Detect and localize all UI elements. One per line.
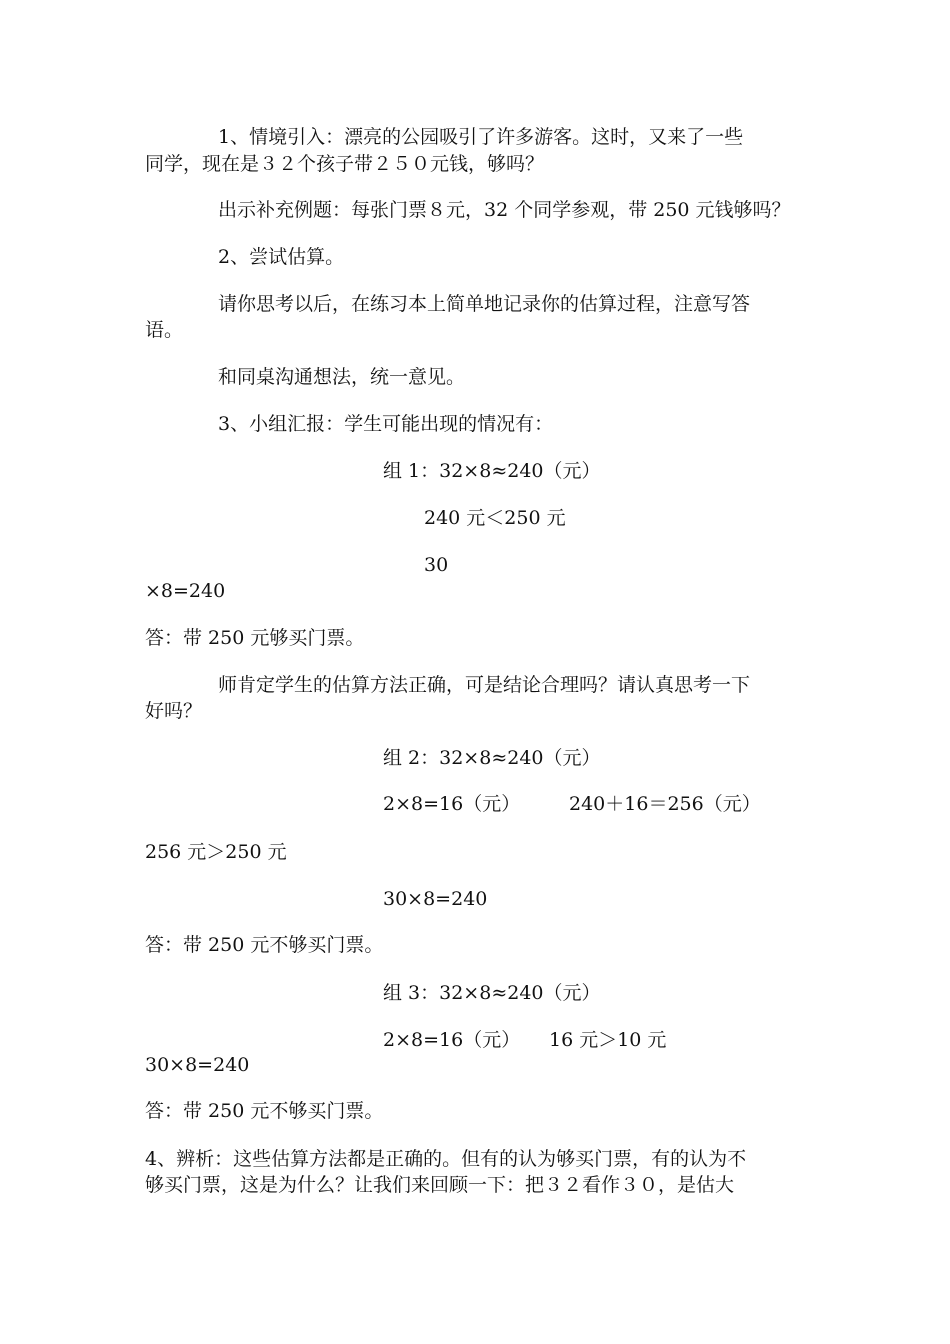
- paragraph-line: 3、小组汇报：学生可能出现的情况有：: [218, 413, 554, 435]
- paragraph-line: 好吗？: [145, 700, 203, 722]
- formula-line: 组 2：32×8≈240（元）: [383, 747, 601, 769]
- answer-line: 答：带 250 元不够买门票。: [145, 934, 384, 956]
- formula-line: 30×8=240: [383, 888, 488, 910]
- answer-line: 答：带 250 元够买门票。: [145, 627, 365, 649]
- paragraph-line: 出示补充例题：每张门票８元，32 个同学参观，带 250 元钱够吗？: [218, 199, 791, 221]
- paragraph-line: 1、情境引入：漂亮的公园吸引了许多游客。这时，又来了一些: [218, 126, 744, 148]
- answer-line: 答：带 250 元不够买门票。: [145, 1100, 384, 1122]
- formula-line: 16 元＞10 元: [549, 1029, 667, 1051]
- paragraph-line: 语。: [145, 319, 184, 341]
- formula-line: 2×8=16（元）: [383, 1029, 521, 1051]
- formula-line: 组 1：32×8≈240（元）: [383, 460, 601, 482]
- paragraph-line: 和同桌沟通想法，统一意见。: [218, 366, 466, 388]
- paragraph-line: 师肯定学生的估算方法正确，可是结论合理吗？请认真思考一下: [218, 674, 751, 696]
- paragraph-line: 够买门票，这是为什么？让我们来回顾一下：把３２看作３０，是估大: [145, 1174, 735, 1196]
- formula-line: 240 元＜250 元: [424, 507, 566, 529]
- paragraph-line: 2、尝试估算。: [218, 246, 345, 268]
- paragraph-line: 同学，现在是３２个孩子带２５０元钱，够吗？: [145, 153, 545, 175]
- formula-line: 240＋16＝256（元）: [569, 793, 761, 815]
- formula-line: ×8=240: [145, 580, 226, 602]
- formula-line: 30×8=240: [145, 1054, 250, 1076]
- formula-line: 256 元＞250 元: [145, 841, 287, 863]
- paragraph-line: 请你思考以后，在练习本上简单地记录你的估算过程，注意写答: [218, 293, 751, 315]
- paragraph-line: 4、辨析：这些估算方法都是正确的。但有的认为够买门票，有的认为不: [145, 1148, 747, 1170]
- formula-line: 组 3：32×8≈240（元）: [383, 982, 601, 1004]
- formula-line: 2×8=16（元）: [383, 793, 521, 815]
- formula-line: 30: [424, 554, 449, 576]
